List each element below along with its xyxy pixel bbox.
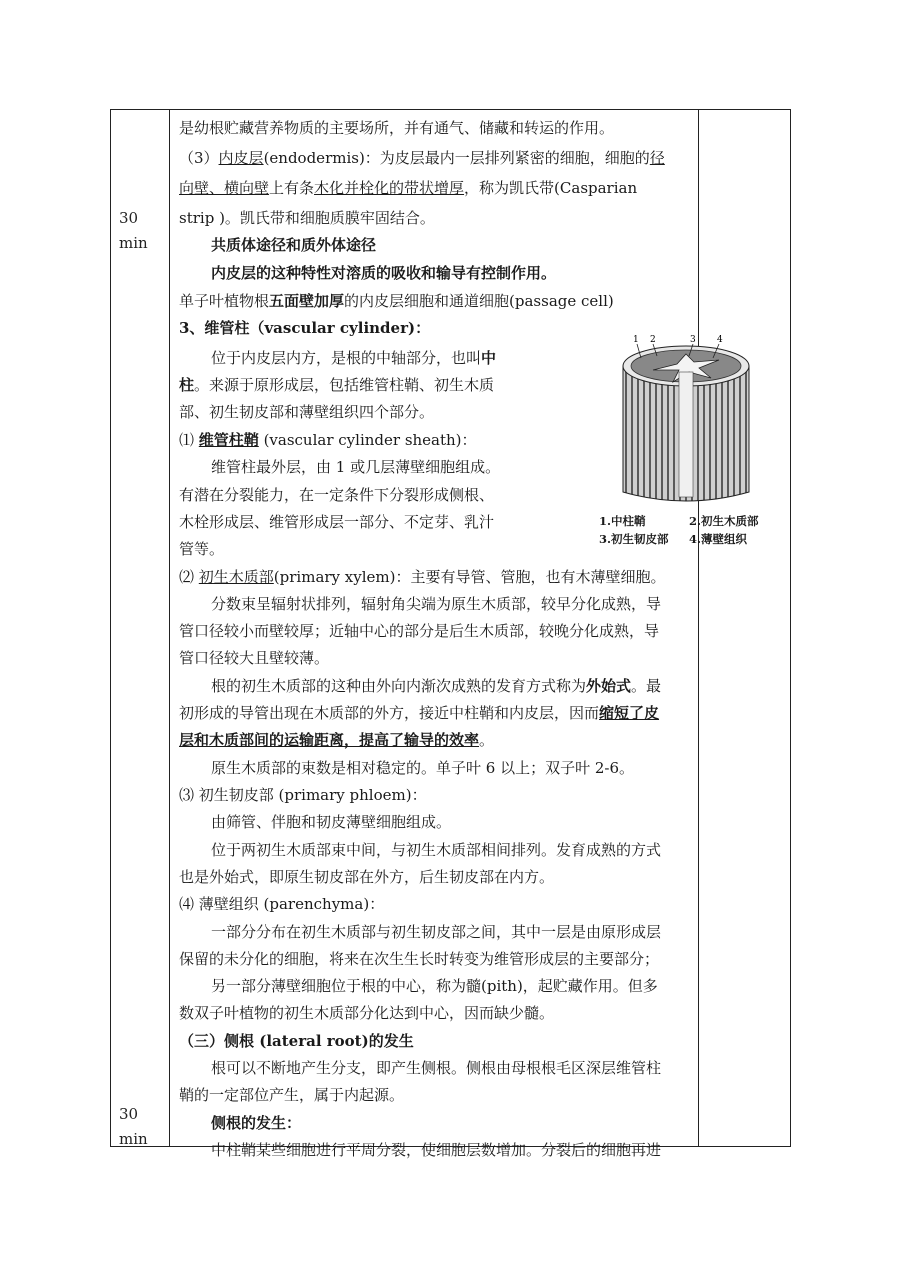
text-line: 木栓形成层、维管形成层一部分、不定芽、乳汁 — [179, 513, 495, 531]
time-mark-bottom — [119, 1102, 148, 1152]
text-line: 初形成的导管出现在木质部的外方，接近中柱鞘和内皮层，因而缩短了皮 — [179, 704, 660, 722]
text-line: （3）内皮层(endodermis)：为皮层最内一层排列紧密的细胞，细胞的径 — [179, 149, 665, 167]
text-line: 有潜在分裂能力，在一定条件下分裂形成侧根、 — [179, 486, 495, 504]
vascular-cylinder-diagram — [601, 332, 771, 512]
bold-statement: 内皮层的这种特性对溶质的吸收和输导有控制作用。 — [211, 264, 557, 282]
text-line: 部、初生韧皮部和薄壁组织四个部分。 — [179, 403, 435, 421]
figure-number: 1 — [633, 335, 639, 345]
text-line: 是幼根贮藏营养物质的主要场所，并有通气、储藏和转运的作用。 — [179, 119, 615, 137]
section-heading: 3、维管柱（vascular cylinder)： — [179, 319, 431, 337]
term-endodermis: 内皮层 — [218, 149, 264, 167]
text-line: 分数束呈辐射状排列，辐射角尖端为原生木质部，较早分化成熟，导 — [211, 595, 662, 613]
text-line: 也是外始式，即原生韧皮部在外方，后生韧皮部在内方。 — [179, 868, 555, 886]
vascular-cylinder-figure — [599, 332, 771, 546]
text-line: 根的初生木质部的这种由外向内渐次成熟的发育方式称为外始式。最 — [211, 677, 662, 695]
bold-heading: 共质体途径和质外体途径 — [211, 236, 377, 254]
text-line: 管口径较大且壁较薄。 — [179, 649, 330, 667]
figure-caption: 3.初生韧皮部 — [599, 532, 669, 546]
text-line: 位于两初生木质部束中间，与初生木质部相间排列。发育成熟的方式 — [211, 841, 662, 859]
text-line: 管口径较小而壁较厚；近轴中心的部分是后生木质部，较晚分化成熟，导 — [179, 622, 660, 640]
text-line: 由筛管、伴胞和韧皮薄壁细胞组成。 — [211, 813, 452, 831]
time-unit: min — [119, 234, 148, 252]
figure-caption: 1.中柱鞘 — [599, 514, 646, 528]
text-line: 根可以不断地产生分支，即产生侧根。侧根由母根根毛区深层维管柱 — [211, 1059, 662, 1077]
text-line: 保留的未分化的细胞，将来在次生生长时转变为维管形成层的主要部分； — [179, 950, 660, 968]
section-heading: （三）侧根 (lateral root)的发生 — [179, 1032, 414, 1050]
text-line: 层和木质部间的运输距离，提高了输导的效率。 — [179, 731, 495, 749]
subsection-heading: ⑷ 薄壁组织 (parenchyma)： — [179, 895, 385, 913]
subsection-heading: ⑶ 初生韧皮部 (primary phloem)： — [179, 786, 427, 804]
time-mark-top — [119, 206, 148, 256]
text-line: 位于内皮层内方，是根的中轴部分，也叫中 — [211, 349, 497, 367]
text-line: 数双子叶植物的初生木质部分化达到中心，因而缺少髓。 — [179, 1004, 555, 1022]
lesson-table — [110, 109, 791, 1159]
time-number: 30 — [119, 209, 139, 227]
text-line: strip )。凯氏带和细胞质膜牢固结合。 — [179, 209, 435, 227]
figure-number: 3 — [690, 335, 696, 345]
figure-caption: 2.初生木质部 — [689, 514, 759, 528]
text-line: 另一部分薄壁细胞位于根的中心，称为髓(pith)，起贮藏作用。但多 — [211, 977, 658, 995]
text-line: 柱。来源于原形成层，包括维管柱鞘、初生木质 — [179, 376, 495, 394]
time-number: 30 — [119, 1105, 139, 1123]
subsection-heading: ⑵ 初生木质部(primary xylem)：主要有导管、管胞，也有木薄壁细胞。 — [179, 568, 666, 586]
text-line: 单子叶植物根五面壁加厚的内皮层细胞和通道细胞(passage cell) — [179, 292, 614, 310]
text-line: 维管柱最外层，由 1 或几层薄壁细胞组成。 — [211, 458, 501, 476]
column-divider-left — [169, 110, 170, 1146]
text-line: 向壁、横向壁上有条木化并栓化的带状增厚，称为凯氏带(Casparian — [179, 179, 638, 197]
subsection-heading: ⑴ 维管柱鞘 (vascular cylinder sheath)： — [179, 431, 477, 449]
bold-heading: 侧根的发生： — [211, 1114, 302, 1132]
time-unit: min — [119, 1130, 148, 1148]
figure-number: 2 — [650, 335, 656, 345]
text-line: 原生木质部的束数是相对稳定的。单子叶 6 以上；双子叶 2-6。 — [211, 759, 635, 777]
text-line: 管等。 — [179, 540, 225, 558]
text-line: 鞘的一定部位产生，属于内起源。 — [179, 1086, 405, 1104]
figure-caption: 4.薄壁组织 — [689, 532, 748, 546]
text-line: 中柱鞘某些细胞进行平周分裂，使细胞层数增加。分裂后的细胞再进 — [211, 1141, 662, 1159]
text-line: 一部分分布在初生木质部与初生韧皮部之间，其中一层是由原形成层 — [211, 923, 662, 941]
figure-number: 4 — [717, 335, 723, 345]
